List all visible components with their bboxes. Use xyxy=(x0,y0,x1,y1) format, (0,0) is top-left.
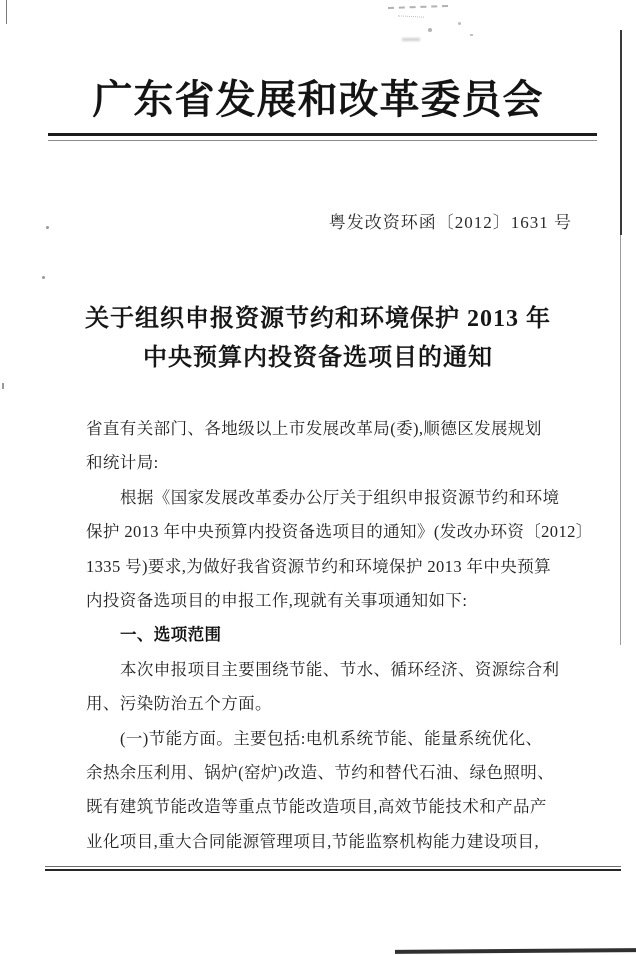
page-bottom-rule-dark xyxy=(45,869,621,871)
scan-speck xyxy=(42,276,45,279)
scan-edge-artifact xyxy=(620,235,621,645)
document-reference-number: 粤发改资环函〔2012〕1631 号 xyxy=(328,213,572,232)
pencil-annotation xyxy=(402,38,420,41)
body-line: 内投资备选项目的申报工作,现就有关事项通知如下: xyxy=(86,590,468,610)
document-title-line2: 中央预算内投资备选项目的通知 xyxy=(143,345,493,371)
letterhead-rule xyxy=(48,133,597,141)
body-line: 根据《国家发展改革委办公厅关于组织申报资源节约和环境 xyxy=(120,487,560,507)
page-bottom-rule xyxy=(45,866,621,871)
scan-speck xyxy=(2,383,4,389)
body-section-heading: 一、选项范围 xyxy=(120,625,222,645)
body-line: 和统计局: xyxy=(86,453,159,473)
pencil-annotation xyxy=(398,15,424,17)
scan-edge-artifact xyxy=(620,30,622,235)
pencil-annotation xyxy=(428,28,432,32)
body-line: 业化项目,重大合同能源管理项目,节能监察机构能力建设项目, xyxy=(86,831,539,851)
body-line: 1335 号)要求,为做好我省资源节约和环境保护 2013 年中央预算 xyxy=(86,556,551,576)
letterhead-org-name: 广东省发展和改革委员会 xyxy=(92,77,544,122)
letterhead-rule-dark xyxy=(48,133,597,136)
document-title-line1: 关于组织申报资源节约和环境保护 2013 年 xyxy=(85,306,551,332)
body-line: 既有建筑节能改造等重点节能改造项目,高效节能技术和产品产 xyxy=(86,797,547,817)
document-body xyxy=(86,412,593,859)
letterhead-rule-gray xyxy=(48,140,597,141)
scan-edge-artifact xyxy=(6,0,7,24)
pencil-annotation xyxy=(458,22,461,25)
document-title xyxy=(0,300,636,378)
pencil-annotation xyxy=(388,5,448,9)
body-line: (一)节能方面。主要包括:电机系统节能、能量系统优化、 xyxy=(120,728,543,748)
body-line: 用、污染防治五个方面。 xyxy=(86,694,272,714)
body-line: 保护 2013 年中央预算内投资备选项目的通知》(发改办环资〔2012〕 xyxy=(86,522,593,542)
scan-edge-artifact xyxy=(395,948,636,954)
body-line: 省直有关部门、各地级以上市发展改革局(委),顺德区发展规划 xyxy=(86,419,542,438)
body-line: 余热余压利用、锅炉(窑炉)改造、节约和替代石油、绿色照明、 xyxy=(86,762,555,782)
scan-speck xyxy=(46,226,49,229)
page-bottom-rule-gray xyxy=(45,866,621,867)
pencil-annotation xyxy=(470,34,473,36)
body-line: 本次申报项目主要围绕节能、节水、循环经济、资源综合利 xyxy=(120,659,560,679)
